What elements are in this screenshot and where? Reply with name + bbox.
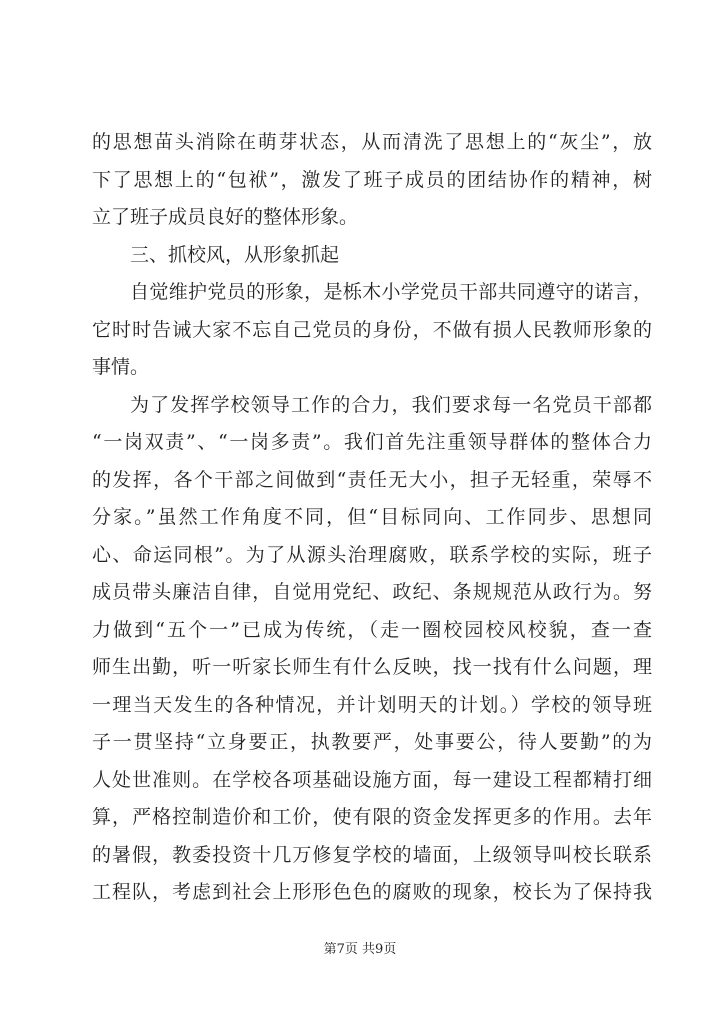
text-line: 的思想苗头消除在萌芽状态，从而清洗了思想上的“灰尘”，放	[92, 131, 652, 153]
text-line: 心、命运同根”。为了从源头治理腐败，联系学校的实际，班子	[92, 543, 652, 566]
text-line: 成员带头廉洁自律，自觉用党纪、政纪、条规规范从政行为。努	[92, 581, 652, 603]
section-heading: 三、抓校风，从形象抓起	[130, 243, 340, 266]
text-line: 自觉维护党员的形象，是栎木小学党员干部共同遵守的诺言，	[130, 281, 652, 303]
text-line: 下了思想上的“包袱”，激发了班子成员的团结协作的精神，树	[92, 168, 652, 191]
page-number: 第7页 共9页	[323, 942, 397, 957]
text-line: 的发挥，各个干部之间做到“责任无大小，担子无轻重，荣辱不	[92, 468, 652, 491]
text-line: 算，严格控制造价和工价，使有限的资金发挥更多的作用。去年	[92, 806, 652, 828]
text-line: 人处世准则。在学校各项基础设施方面，每一建设工程都精打细	[92, 768, 652, 791]
text-line: 工程队，考虑到社会上形形色色的腐败的现象，校长为了保持我	[92, 881, 652, 903]
text-line: “一岗双责”、“一岗多责”。我们首先注重领导群体的整体合力	[92, 431, 652, 453]
text-line: 师生出勤，听一听家长师生有什么反映，找一找有什么问题，理	[92, 656, 652, 678]
text-line: 它时时告诫大家不忘自己党员的身份，不做有损人民教师形象的	[92, 318, 652, 341]
document-body	[92, 124, 652, 912]
text-line: 一理当天发生的各种情况，并计划明天的计划。）学校的领导班	[92, 693, 652, 716]
text-line: 子一贯坚持“立身要正，执教要严，处事要公，待人要勤”的为	[92, 731, 652, 753]
text-line: 力做到“五个一”已成为传统，（走一圈校园校风校貌，查一查	[92, 618, 652, 641]
text-line: 的暑假，教委投资十几万修复学校的墙面，上级领导叫校长联系	[92, 843, 652, 866]
text-line: 事情。	[92, 356, 150, 378]
text-line: 分家。”虽然工作角度不同，但“目标同向、工作同步、思想同	[92, 506, 652, 528]
text-line: 立了班子成员良好的整体形象。	[92, 206, 359, 228]
text-line: 为了发挥学校领导工作的合力，我们要求每一名党员干部都	[130, 393, 652, 416]
